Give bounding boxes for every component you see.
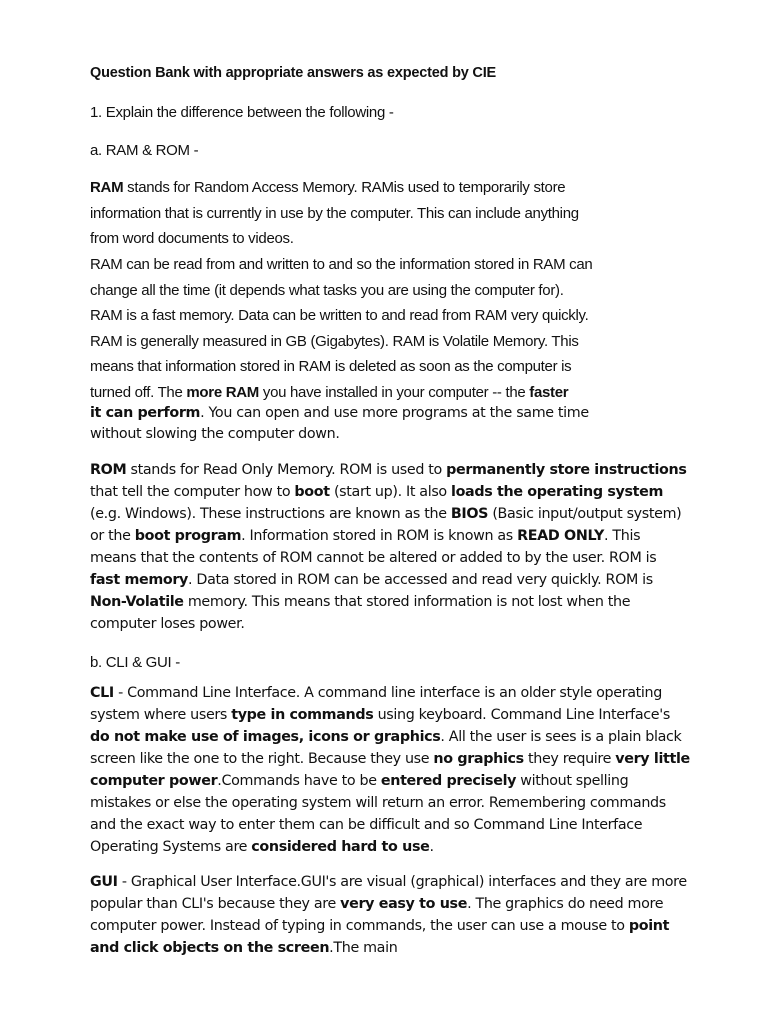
ram-line: means that information stored in RAM is deleted as soon as the computer is: [90, 358, 572, 376]
bold-text-run: READ ONLY: [517, 528, 604, 545]
subheading-ram-rom: a. RAM & ROM -: [90, 141, 199, 159]
ram-line: RAM can be read from and written to and so the information stored in RAM can: [90, 255, 593, 273]
bold-text-run: do not make use of images, icons or graphics: [90, 729, 441, 745]
ram-line: from word documents to videos.: [90, 230, 294, 248]
bold-text-run: considered hard to use: [251, 838, 430, 855]
text-run: stands for Random Access Memory. RAMis used to temporarily store: [123, 179, 566, 197]
text-run: that tell the computer how to: [90, 484, 295, 501]
text-run: (e.g. Windows). These instructions are known as the: [90, 506, 451, 523]
ram-paragraph-tail: [90, 403, 690, 447]
ram-line: RAM is a fast memory. Data can be written to and read from RAM very quickly.: [90, 307, 589, 325]
bold-text-run: fast memory: [90, 571, 189, 588]
bold-text-run: ROM: [90, 462, 127, 479]
bold-text-run: type in commands: [231, 707, 374, 724]
text-run: .Commands have to be: [217, 772, 381, 789]
text-run: - Graphical User Interface.GUI's are visual (graphical) interfaces and they are more popular than CLI's because they are: [90, 874, 687, 913]
bold-text-run: boot: [294, 484, 330, 501]
bold-text-run: entered precisely: [380, 772, 517, 789]
bold-text-run: GUI: [90, 874, 118, 891]
text-run: . The graphics do need more computer power. Instead of typing in commands, the user can use a mouse to: [90, 896, 664, 935]
document-title: Question Bank with appropriate answers as expected by CIE: [90, 65, 496, 81]
bold-text-run: loads the operating system: [451, 484, 664, 501]
text-run: you have installed in your computer -- the: [259, 383, 530, 401]
bold-text-run: it can perform: [90, 404, 201, 421]
question-1: 1. Explain the difference between the following -: [90, 104, 394, 121]
text-run: they require: [523, 750, 616, 767]
text-run: - Command Line Interface. A command line interface is an older style operating system where users: [90, 685, 662, 724]
bold-text-run: RAM: [90, 179, 124, 197]
document-body: [90, 62, 690, 960]
bold-text-run: no graphics: [433, 750, 524, 767]
ram-line: information that is currently in use by the computer. This can include anything: [90, 204, 579, 222]
text-run: . Data stored in ROM can be accessed and read very quickly. ROM is: [188, 571, 653, 588]
bold-text-run: very little computer power: [90, 750, 690, 789]
text-run: without spelling mistakes or else the operating system will return an error. Remembering commands and the exact way to enter them can be difficult and so Command Line Interface Operating Systems are: [90, 772, 666, 855]
text-run: stands for Read Only Memory. ROM is used to: [126, 462, 447, 479]
text-run: . This means that the contents of ROM cannot be altered or added to by the user. ROM is: [90, 528, 657, 566]
bold-text-run: CLI: [90, 685, 114, 702]
gui-paragraph: [90, 872, 690, 960]
text-run: .: [429, 838, 434, 855]
text-run: . Information stored in ROM is known as: [241, 528, 518, 545]
subheading-cli-gui: b. CLI & GUI -: [90, 653, 180, 671]
cli-paragraph: [90, 683, 690, 858]
bold-text-run: point and click objects on the screen: [90, 918, 670, 957]
bold-text-run: Non-Volatile: [90, 593, 184, 610]
bold-text-run: more RAM: [186, 383, 259, 401]
bold-text-run: BIOS: [450, 506, 489, 523]
text-run: (start up). It also: [329, 484, 452, 501]
text-run: (Basic input/output system) or the: [90, 506, 682, 545]
bold-text-run: very easy to use: [340, 896, 468, 913]
text-run: memory. This means that stored information is not lost when the computer loses power.: [90, 593, 631, 632]
ram-line: RAM is generally measured in GB (Gigabytes). RAM is Volatile Memory. This: [90, 332, 579, 350]
bold-text-run: permanently store instructions: [446, 462, 687, 479]
ram-paragraph: [90, 175, 690, 405]
ram-line: without slowing the computer down.: [90, 426, 340, 443]
bold-text-run: boot program: [134, 528, 242, 545]
ram-line: change all the time (it depends what tasks you are using the computer for).: [90, 281, 564, 299]
text-run: .The main: [329, 940, 398, 957]
text-run: . You can open and use more programs at the same time: [200, 404, 589, 421]
text-run: turned off. The: [90, 383, 187, 401]
ram-line: [90, 175, 690, 201]
bold-text-run: faster: [529, 383, 569, 401]
text-run: . All the user is sees is a plain black screen like the one to the right. Because they use: [90, 729, 682, 767]
rom-paragraph: [90, 460, 690, 635]
text-run: using keyboard. Command Line Interface's: [373, 707, 670, 724]
ram-line: [90, 403, 690, 425]
